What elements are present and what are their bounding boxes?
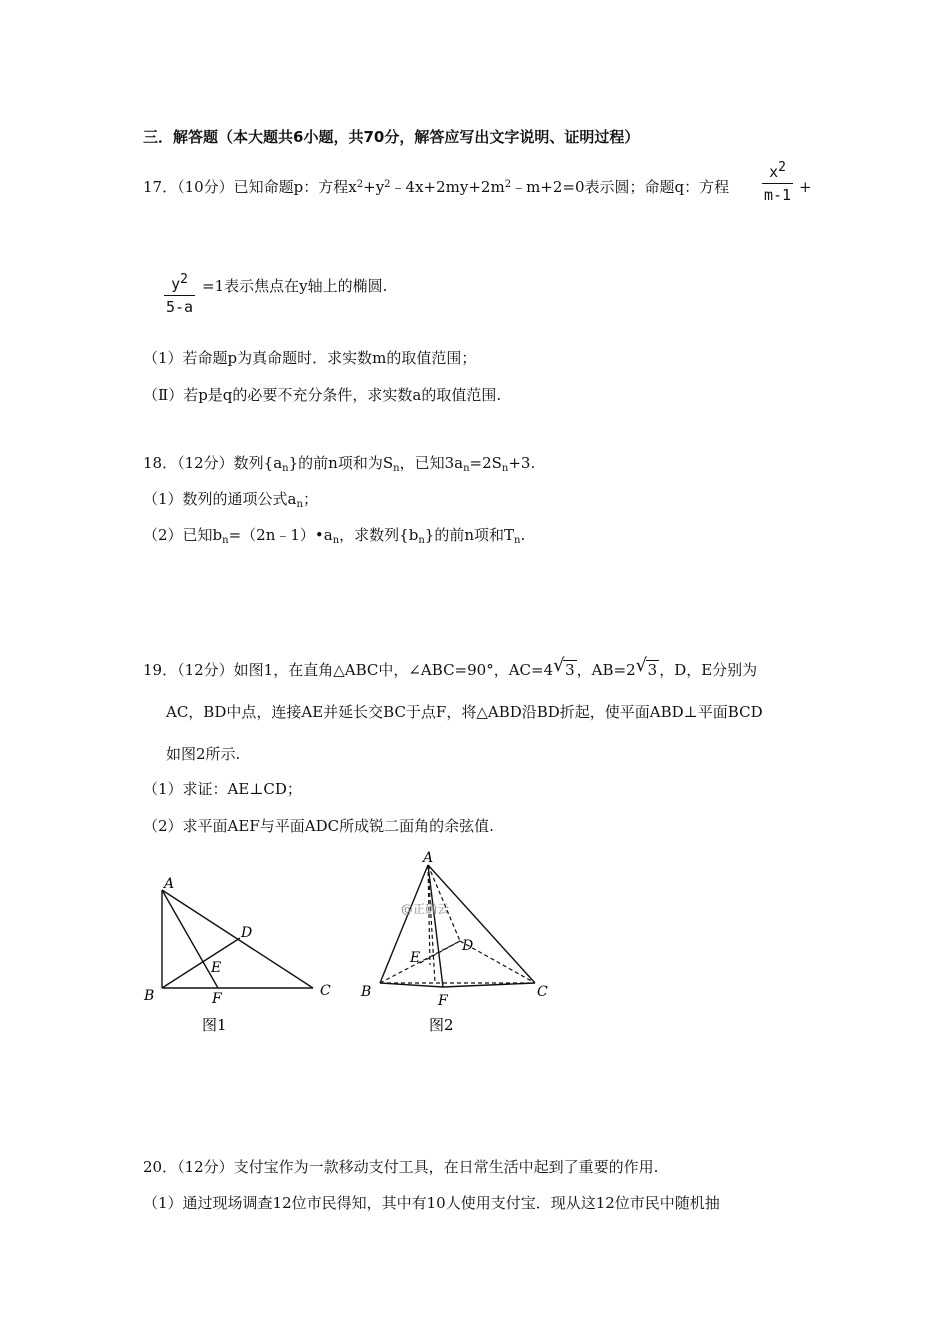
q17-part1: （1）若命题p为真命题时．求实数m的取值范围； bbox=[143, 349, 477, 367]
fig1-label-A: A bbox=[164, 876, 175, 892]
q18-line1: 18．（12分）数列$\{a_n\}$的前n项和为$S_n$，已知$3a_n=2S_n+3$. bbox=[143, 454, 536, 474]
q19-line1: 19．（12分）如图1，在直角△ABC中，∠ABC=90°，AC=4 √ 3 ，AB=2 √ 3 ，D，E分别为 bbox=[143, 655, 758, 679]
q18-part2: （2）已知$b_n=(2n﹣1)•a_n$，求数列$\{b_n\}$的前n项和$T_n$. bbox=[143, 526, 526, 546]
fig1-label-B: B bbox=[144, 988, 155, 1004]
watermark-text: @正确云 bbox=[401, 902, 450, 916]
q19-line2: AC，BD中点，连接AE并延长交BC于点F，将△ABD沿BD折起，使平面ABD⊥平面BCD bbox=[166, 703, 763, 721]
fig1-label-C: C bbox=[320, 983, 331, 999]
q19-part1: （1）求证：AE⊥CD； bbox=[143, 780, 302, 798]
section-heading: 三．解答题（本大题共6小题，共70分，解答应写出文字说明、证明过程） bbox=[143, 128, 640, 146]
q17-plus: + bbox=[799, 178, 812, 196]
q19-line3: 如图2所示. bbox=[166, 745, 241, 763]
fig2-label-B: B bbox=[361, 984, 372, 1000]
fig2-label-C: C bbox=[537, 984, 548, 1000]
fig1-label-E: E bbox=[211, 960, 222, 976]
q17-part2: （Ⅱ）若p是q的必要不充分条件，求实数a的取值范围. bbox=[143, 386, 502, 404]
sqrt-3-a: √ 3 bbox=[553, 655, 575, 679]
q18-part1: （1）数列的通项公式$a_n$； bbox=[143, 490, 318, 510]
q17-fraction-y: $y^2$ 5-a bbox=[166, 272, 194, 316]
q17-line1: 17．（10分）已知命题p：方程$x^2+y^2﹣4x+2my+2m^2﹣m+2=0$表示圆；命题q：方程 bbox=[143, 178, 730, 196]
figure-1 bbox=[140, 870, 350, 1040]
q17-line2: =1表示焦点在y轴上的椭圆. bbox=[202, 277, 388, 295]
figure-2 bbox=[355, 845, 560, 1040]
fig2-label-F: F bbox=[438, 993, 448, 1009]
fig1-label-F: F bbox=[212, 991, 222, 1007]
q17-fraction-x: $x^2$ m-1 bbox=[764, 160, 792, 204]
fig1-caption: 图1 bbox=[202, 1016, 227, 1034]
fig2-label-D: D bbox=[462, 938, 474, 954]
q20-line2: （1）通过现场调查12位市民得知，其中有10人使用支付宝．现从这12位市民中随机抽 bbox=[143, 1194, 720, 1212]
q20-line1: 20．（12分）支付宝作为一款移动支付工具，在日常生活中起到了重要的作用. bbox=[143, 1158, 659, 1176]
fig2-label-A: A bbox=[423, 850, 434, 866]
q19-part2: （2）求平面AEF与平面ADC所成锐二面角的余弦值. bbox=[143, 817, 494, 835]
fig1-label-D: D bbox=[241, 925, 253, 941]
fig2-label-E: E bbox=[410, 950, 421, 966]
sqrt-3-b: √ 3 bbox=[635, 655, 658, 679]
fig2-caption: 图2 bbox=[429, 1016, 454, 1034]
